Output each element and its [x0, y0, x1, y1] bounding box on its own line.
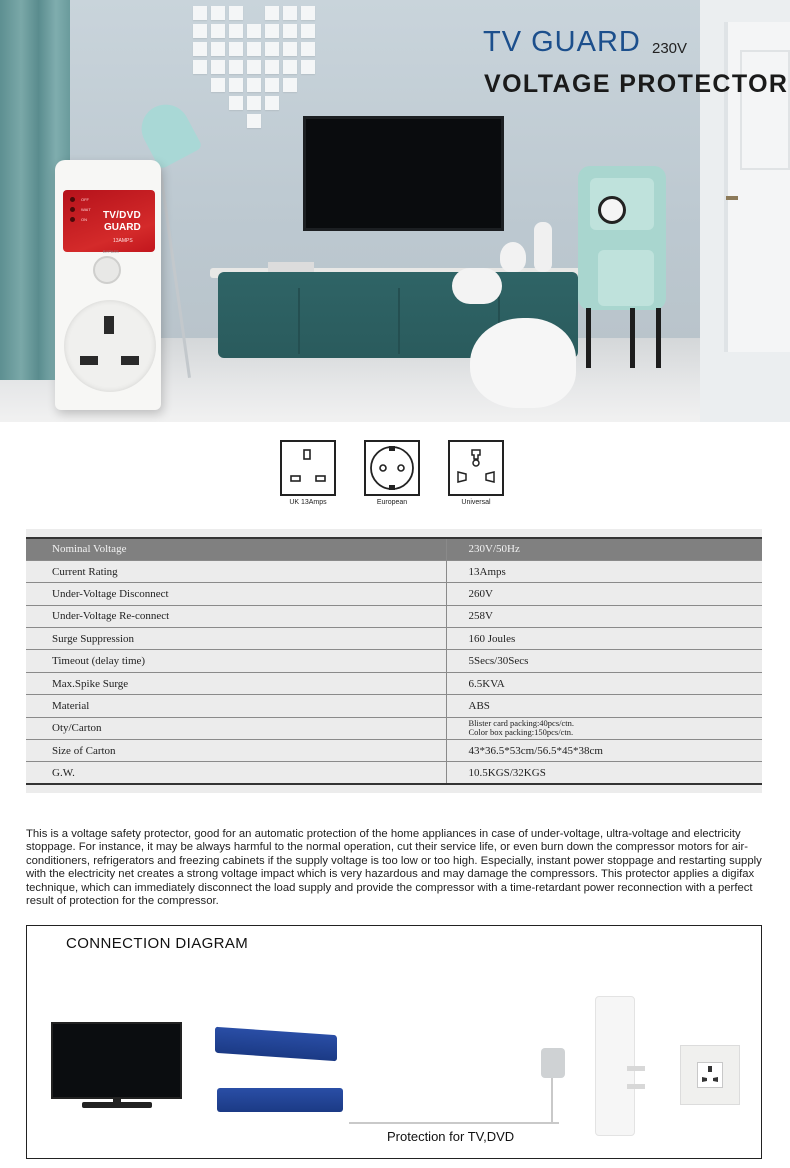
- table-row: [26, 538, 762, 560]
- wall-tile: [229, 6, 243, 20]
- hero-banner: [0, 0, 790, 422]
- wall-tile: [193, 60, 207, 74]
- wall-socket-face: [697, 1062, 723, 1088]
- european-socket-icon: [364, 440, 420, 496]
- guard-prong: [627, 1066, 645, 1071]
- wall-tile: [301, 42, 315, 56]
- spec-table-container: [26, 529, 762, 793]
- table-row: [26, 762, 762, 784]
- diagram-title: CONNECTION DIAGRAM: [66, 935, 249, 952]
- title-voltage: 230V: [652, 40, 688, 57]
- led-on: [70, 217, 75, 222]
- diagram-caption: Protection for TV,DVD: [387, 1129, 515, 1144]
- socket-earth-slot: [104, 316, 114, 334]
- table-row: [26, 628, 762, 650]
- wall-tile: [265, 6, 279, 20]
- product-rating: 13AMPS: [113, 238, 133, 244]
- spec-name: Size of Carton: [26, 740, 446, 762]
- wall-tile: [247, 114, 261, 128]
- wall-tile: [265, 78, 279, 92]
- chair-seat: [470, 318, 576, 408]
- universal-socket-icon: [448, 440, 504, 496]
- television-image: [51, 1022, 182, 1099]
- wall-tile: [211, 42, 225, 56]
- wall-tile: [247, 42, 261, 56]
- table-row: [26, 740, 762, 762]
- spec-value: 10.5KGS/32KGS: [446, 762, 762, 784]
- table-row: [26, 717, 762, 739]
- guard-prong: [627, 1084, 645, 1089]
- wall-tile: [301, 60, 315, 74]
- spec-name: Max.Spike Surge: [26, 672, 446, 694]
- shelf-compartment: [598, 250, 654, 306]
- bypass-knob: [93, 256, 121, 284]
- wall-tile: [283, 42, 297, 56]
- spec-name: Material: [26, 695, 446, 717]
- wall-tile: [301, 24, 315, 38]
- wall-tile: [229, 42, 243, 56]
- wall-tv: [303, 116, 504, 231]
- shelf-leg: [586, 308, 591, 368]
- spec-name: Surge Suppression: [26, 628, 446, 650]
- wall-tile: [211, 6, 225, 20]
- table-row: [26, 695, 762, 717]
- wall-tile: [283, 6, 297, 20]
- page-subtitle: VOLTAGE PROTECTOR: [484, 70, 789, 98]
- table-row: [26, 560, 762, 582]
- wall-tile: [283, 78, 297, 92]
- spec-value: 6.5KVA: [446, 672, 762, 694]
- product-panel: [63, 190, 155, 252]
- alarm-clock: [598, 196, 626, 224]
- dvd-player-image: [215, 1027, 337, 1062]
- spec-value: 13Amps: [446, 560, 762, 582]
- spec-value-line: Blister card packing:40pcs/ctn.: [468, 718, 575, 729]
- wall-tile: [193, 42, 207, 56]
- spec-table: [26, 537, 762, 785]
- socket-neutral-slot: [121, 356, 139, 365]
- table-row: [26, 650, 762, 672]
- spec-value: ABS: [446, 695, 762, 717]
- led-label: ON: [81, 217, 87, 222]
- wall-tile: [265, 24, 279, 38]
- spec-name: Current Rating: [26, 560, 446, 582]
- wall-tile: [301, 6, 315, 20]
- door-handle: [726, 196, 738, 200]
- wall-tile: [247, 60, 261, 74]
- wall-tile: [283, 24, 297, 38]
- product-brand-line2: GUARD: [104, 222, 141, 233]
- wall-tile: [211, 60, 225, 74]
- wall-tile: [283, 60, 297, 74]
- wall-tile: [229, 24, 243, 38]
- shelf-leg: [630, 308, 635, 368]
- spec-value: 260V: [446, 583, 762, 605]
- led-label: OFF: [81, 197, 89, 202]
- wall-tile: [211, 24, 225, 38]
- tv-stand: [82, 1102, 152, 1108]
- spec-value: 160 Joules: [446, 628, 762, 650]
- table-row: [26, 672, 762, 694]
- spec-value-line: Color box packing:150pcs/ctn.: [468, 727, 574, 738]
- shelf-leg: [656, 308, 661, 368]
- wall-tile: [247, 78, 261, 92]
- table-row: [26, 605, 762, 627]
- power-plug-image: [541, 1048, 565, 1078]
- socket-label: Universal: [461, 499, 491, 506]
- spec-name: Under-Voltage Disconnect: [26, 583, 446, 605]
- spec-value: 43*36.5*53cm/56.5*45*38cm: [446, 740, 762, 762]
- product-brand-line1: TV/DVD: [103, 210, 141, 221]
- led-label: WAIT: [81, 207, 91, 212]
- uk-socket-icon: [280, 440, 336, 496]
- cabinet-divider: [298, 288, 300, 354]
- spec-value: 258V: [446, 605, 762, 627]
- dvd-player-image: [217, 1088, 343, 1112]
- spec-name: G.W.: [26, 762, 446, 784]
- spec-value-multiline: [446, 717, 762, 739]
- power-cable: [349, 1122, 559, 1124]
- page-title: TV GUARD: [483, 26, 641, 58]
- spec-value: 230V/50Hz: [446, 538, 762, 560]
- wall-tile: [229, 78, 243, 92]
- table-row: [26, 583, 762, 605]
- bypass-label: BYPASS: [103, 249, 119, 254]
- vase: [534, 222, 552, 272]
- cabinet-divider: [398, 288, 400, 354]
- wall-tile: [193, 6, 207, 20]
- books: [268, 262, 314, 272]
- wall-tile: [211, 78, 225, 92]
- led-wait: [70, 207, 75, 212]
- spec-name: Oty/Carton: [26, 717, 446, 739]
- heart-wall-tiles: [193, 6, 323, 131]
- wall-tile: [247, 96, 261, 110]
- door-panel: [740, 50, 790, 170]
- power-cable: [551, 1076, 553, 1123]
- vase: [500, 242, 526, 272]
- socket-label: UK 13Amps: [289, 499, 327, 506]
- socket-live-slot: [80, 356, 98, 365]
- wall-tile: [265, 96, 279, 110]
- product-description: This is a voltage safety protector, good for an automatic protection of the home appliances in case of under-voltage, ultra-voltage and electricity stoppage. For instance, it may be always harmful to the normal operation, cut their service life, or even burn down the compressor motors for air-conditioners, refrigerators and freezing cabinets if the supply voltage is too low or too high. Especially, instant power stoppage and restarting supply with the electricity net creates a strong voltage impact which is very hazardous and may damage the compressors. This protector applies a digifax technique, which can immediately disconnect the load supply and provide the compressor with a time-retardant power reconnection with a perfect result of protection for the compressor.: [26, 828, 762, 908]
- wall-tile: [265, 42, 279, 56]
- wall-tile: [265, 60, 279, 74]
- spec-name: Timeout (delay time): [26, 650, 446, 672]
- socket-types: [0, 440, 790, 510]
- led-off: [70, 197, 75, 202]
- spec-value: 5Secs/30Secs: [446, 650, 762, 672]
- chair-back: [452, 268, 502, 304]
- wall-tile: [247, 24, 261, 38]
- connection-diagram: [26, 925, 762, 1159]
- socket-label: European: [376, 499, 408, 506]
- spec-name: Under-Voltage Re-connect: [26, 605, 446, 627]
- wall-tile: [229, 60, 243, 74]
- product-socket: [64, 300, 156, 392]
- spec-name: Nominal Voltage: [26, 538, 446, 560]
- wall-tile: [193, 24, 207, 38]
- wall-tile: [229, 96, 243, 110]
